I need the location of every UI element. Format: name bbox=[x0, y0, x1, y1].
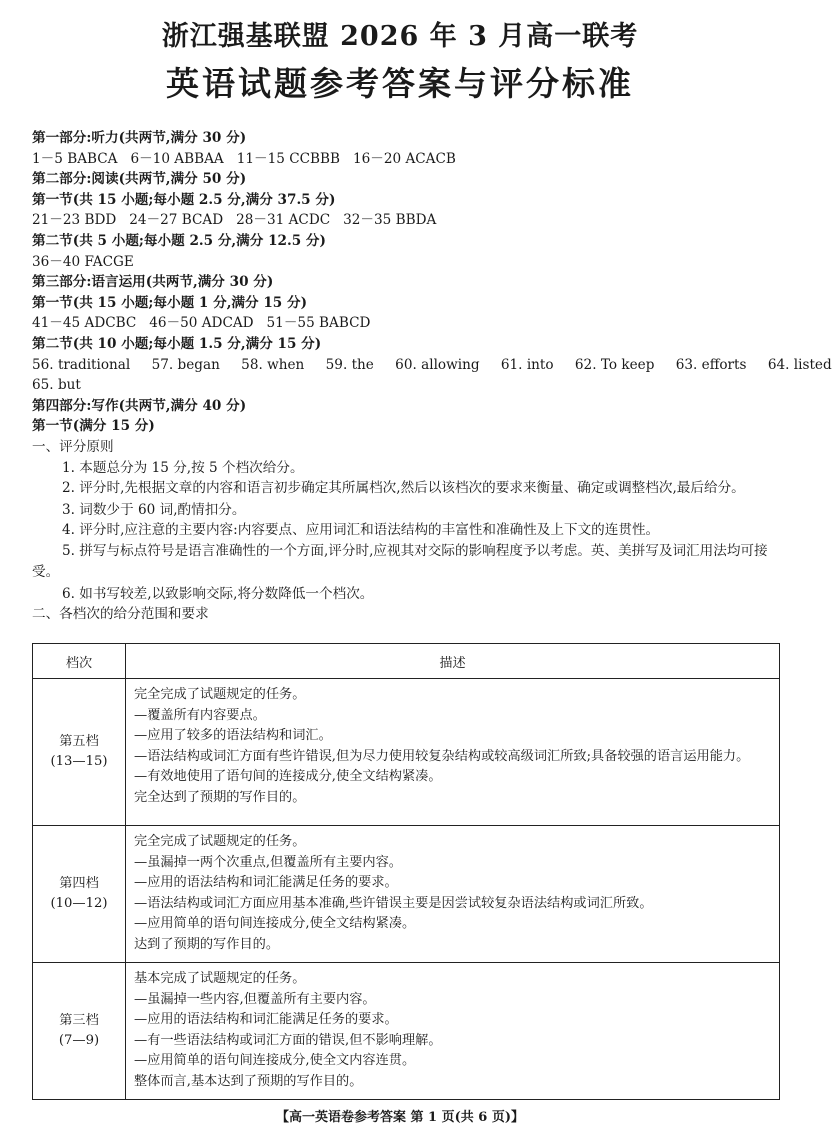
table-header-row bbox=[33, 644, 780, 679]
answer-content bbox=[32, 128, 832, 625]
description-line: —虽漏掉一些内容,但覆盖所有主要内容。 bbox=[134, 991, 376, 1007]
description-cell bbox=[126, 679, 780, 826]
level-cell bbox=[33, 963, 126, 1100]
grading-table bbox=[32, 643, 780, 1100]
table-row bbox=[33, 826, 780, 963]
description-line: 整体而言,基本达到了预期的写作目的。 bbox=[134, 1073, 363, 1089]
part3-sec1-heading: 第一节(共 15 小题;每小题 1 分,满分 15 分) bbox=[32, 294, 308, 311]
description-cell bbox=[126, 963, 780, 1100]
description-line: —应用简单的语句间连接成分,使全文结构紧凑。 bbox=[134, 916, 416, 932]
description-line: —有效地使用了语句间的连接成分,使全文结构紧凑。 bbox=[134, 769, 442, 785]
principle-4: 4. 评分时,应注意的主要内容:内容要点、应用词汇和语法结构的丰富性和准确性及上下文的连贯性。 bbox=[62, 522, 660, 539]
answer-57: 57. began bbox=[151, 356, 220, 373]
part3-sec2-answers bbox=[32, 355, 832, 376]
principles-heading: 一、评分原则 bbox=[32, 438, 114, 455]
level-name: 第五档 bbox=[59, 734, 99, 749]
column-header-level: 档次 bbox=[33, 644, 126, 679]
description-line: —虽漏掉一两个次重点,但覆盖所有主要内容。 bbox=[134, 854, 402, 870]
exam-title: 浙江强基联盟 2026 年 3 月高一联考 bbox=[161, 21, 639, 52]
description-cell bbox=[126, 826, 780, 963]
level-range: (10—12) bbox=[50, 896, 108, 911]
level-range: (13—15) bbox=[50, 754, 108, 769]
levels-heading: 二、各档次的给分范围和要求 bbox=[32, 606, 209, 623]
description-line: —应用的语法结构和词汇能满足任务的要求。 bbox=[134, 875, 398, 891]
part3-sec2-heading: 第二节(共 10 小题;每小题 1.5 分,满分 15 分) bbox=[32, 335, 322, 352]
description-line: —有一些语法结构或词汇方面的错误,但不影响理解。 bbox=[134, 1032, 442, 1048]
column-header-description: 描述 bbox=[126, 644, 780, 679]
part4-sec1-heading: 第一节(满分 15 分) bbox=[32, 418, 155, 435]
part2-sec1-heading: 第一节(共 15 小题;每小题 2.5 分,满分 37.5 分) bbox=[32, 191, 336, 208]
table-row bbox=[33, 963, 780, 1100]
level-cell bbox=[33, 679, 126, 826]
document-subtitle: 英语试题参考答案与评分标准 bbox=[166, 64, 634, 103]
page-footer: 【高一英语卷参考答案 第 1 页(共 6 页)】 bbox=[275, 1110, 525, 1125]
part2-heading: 第二部分:阅读(共两节,满分 50 分) bbox=[32, 171, 247, 188]
principle-5: 5. 拼写与标点符号是语言准确性的一个方面,评分时,应视其对交际的影响程度予以考虑。英、美拼写及词汇用法均可接受。 bbox=[32, 542, 768, 581]
principle-1: 1. 本题总分为 15 分,按 5 个档次给分。 bbox=[62, 459, 304, 476]
description-line: —覆盖所有内容要点。 bbox=[134, 707, 266, 723]
level-name: 第三档 bbox=[59, 1013, 99, 1028]
level-cell bbox=[33, 826, 126, 963]
part2-sec2-answers: 36－40 FACGE bbox=[32, 253, 134, 270]
answer-61: 61. into bbox=[500, 356, 554, 373]
principle-3: 3. 词数少于 60 词,酌情扣分。 bbox=[62, 501, 246, 518]
part1-heading: 第一部分:听力(共两节,满分 30 分) bbox=[32, 130, 247, 146]
table-row bbox=[33, 679, 780, 826]
principle-6: 6. 如书写较差,以致影响交际,将分数降低一个档次。 bbox=[62, 585, 374, 602]
description-line: —应用了较多的语法结构和词汇。 bbox=[134, 728, 332, 744]
answer-64: 64. listed bbox=[767, 356, 832, 373]
description-line: 完全完成了试题规定的任务。 bbox=[134, 687, 306, 702]
part3-sec1-answers: 41－45 ADCBC 46－50 ADCAD 51－55 BABCD bbox=[32, 315, 371, 332]
description-line: 完全完成了试题规定的任务。 bbox=[134, 834, 306, 849]
description-line: —应用简单的语句间连接成分,使全文内容连贯。 bbox=[134, 1053, 416, 1069]
answer-63: 63. efforts bbox=[675, 356, 747, 373]
description-line: 基本完成了试题规定的任务。 bbox=[134, 971, 306, 986]
description-line: —语法结构或词汇方面应用基本准确,些许错误主要是因尝试较复杂语法结构或词汇所致。 bbox=[134, 895, 653, 911]
answer-56: 56. traditional bbox=[32, 356, 131, 373]
description-line: 完全达到了预期的写作目的。 bbox=[134, 789, 306, 805]
answer-65: 65. but bbox=[32, 377, 81, 394]
part1-answers: 1－5 BABCA 6－10 ABBAA 11－15 CCBBB 16－20 ACACB bbox=[32, 150, 456, 167]
part2-sec1-answers: 21－23 BDD 24－27 BCAD 28－31 ACDC 32－35 BBDA bbox=[32, 212, 437, 229]
principle-2: 2. 评分时,先根据文章的内容和语言初步确定其所属档次,然后以该档次的要求来衡量、确定或调整档次,最后给分。 bbox=[62, 480, 745, 497]
description-line: —应用的语法结构和词汇能满足任务的要求。 bbox=[134, 1012, 398, 1028]
answer-59: 59. the bbox=[325, 356, 374, 373]
level-name: 第四档 bbox=[59, 876, 99, 891]
level-range: (7—9) bbox=[58, 1033, 100, 1048]
part2-sec2-heading: 第二节(共 5 小题;每小题 2.5 分,满分 12.5 分) bbox=[32, 232, 326, 249]
part4-heading: 第四部分:写作(共两节,满分 40 分) bbox=[32, 397, 247, 414]
description-line: 达到了预期的写作目的。 bbox=[134, 936, 280, 952]
part3-heading: 第三部分:语言运用(共两节,满分 30 分) bbox=[32, 274, 274, 291]
answer-58: 58. when bbox=[241, 356, 305, 373]
answer-62: 62. To keep bbox=[574, 356, 655, 373]
answer-60: 60. allowing bbox=[395, 356, 480, 373]
description-line: —语法结构或词汇方面有些许错误,但为尽力使用较复杂结构或较高级词汇所致;具备较强的语言运用能力。 bbox=[134, 748, 750, 764]
